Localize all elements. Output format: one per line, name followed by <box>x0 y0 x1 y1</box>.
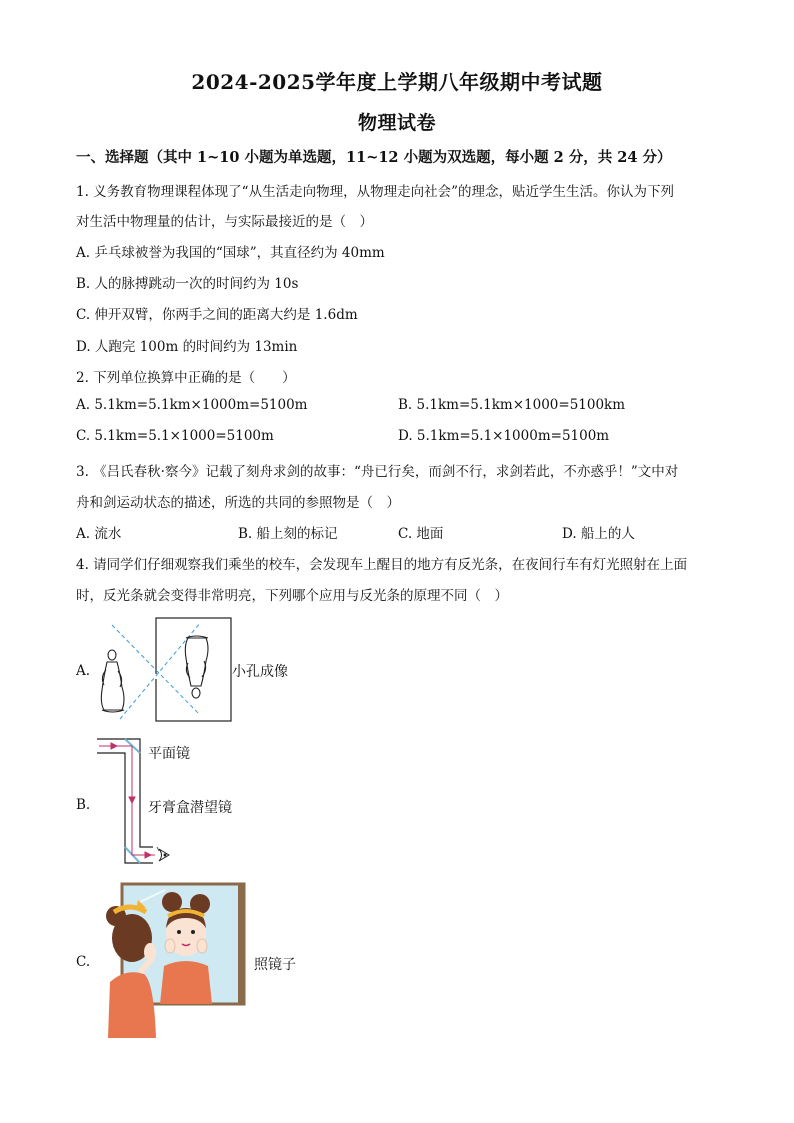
q1-option-b[interactable]: B. 人的脉搏跳动一次的时间约为 10s <box>76 276 299 292</box>
q3-option-d[interactable]: D. 船上的人 <box>562 526 635 542</box>
q2-stem: 2. 下列单位换算中正确的是（ ） <box>76 370 296 386</box>
q1-option-d[interactable]: D. 人跑完 100m 的时间约为 13min <box>76 339 298 355</box>
q4-option-b-mirror-label: 平面镜 <box>148 746 190 762</box>
q2-option-a[interactable]: A. 5.1km=5.1km×1000m=5100m <box>76 397 308 413</box>
q4-option-b-letter[interactable]: B. <box>76 797 91 813</box>
q2-option-b[interactable]: B. 5.1km=5.1km×1000=5100km <box>398 397 626 413</box>
mirror-girl-figure <box>110 882 250 1040</box>
q3-stem-line1: 3. 《吕氏春秋·察今》记载了刻舟求剑的故事：“舟已行矣，而剑不行，求剑若此，不亦惑乎！”文中对 <box>76 464 679 480</box>
q1-stem-line1: 1. 义务教育物理课程体现了“从生活走向物理，从物理走向社会”的理念，贴近学生生活。你认为下列 <box>76 184 674 200</box>
q2-option-c[interactable]: C. 5.1km=5.1×1000=5100m <box>76 428 274 444</box>
exam-subtitle: 物理试卷 <box>357 112 436 134</box>
q2-option-d[interactable]: D. 5.1km=5.1×1000m=5100m <box>398 428 610 444</box>
pinhole-imaging-figure <box>92 615 237 725</box>
q3-option-c[interactable]: C. 地面 <box>398 526 444 542</box>
q4-option-c-letter[interactable]: C. <box>76 954 91 970</box>
q4-option-c-caption: 照镜子 <box>254 957 296 973</box>
q1-option-a[interactable]: A. 乒乓球被誉为我国的“国球”，其直径约为 40mm <box>76 245 385 261</box>
q4-option-b-caption: 牙膏盒潜望镜 <box>148 800 232 816</box>
q3-option-a[interactable]: A. 流水 <box>76 526 122 542</box>
q1-stem-line2: 对生活中物理量的估计，与实际最接近的是（ ） <box>76 214 373 230</box>
exam-title: 2024-2025学年度上学期八年级期中考试题 <box>191 70 603 94</box>
q4-option-a-caption: 小孔成像 <box>232 664 288 680</box>
section-heading: 一、选择题（其中 1~10 小题为单选题，11~12 小题为双选题，每小题 2 分，共 24 分） <box>76 149 672 166</box>
q4-stem-line1: 4. 请同学们仔细观察我们乘坐的校车，会发现车上醒目的地方有反光条，在夜间行车有灯光照射在上面 <box>76 557 688 573</box>
q3-stem-line2: 舟和剑运动状态的描述，所选的共同的参照物是（ ） <box>76 495 400 511</box>
q4-option-a-letter[interactable]: A. <box>76 663 91 679</box>
q1-option-c[interactable]: C. 伸开双臂，你两手之间的距离大约是 1.6dm <box>76 307 358 323</box>
q4-stem-line2: 时，反光条就会变得非常明亮，下列哪个应用与反光条的原理不同（ ） <box>76 588 508 604</box>
q3-option-b[interactable]: B. 船上刻的标记 <box>238 526 338 542</box>
